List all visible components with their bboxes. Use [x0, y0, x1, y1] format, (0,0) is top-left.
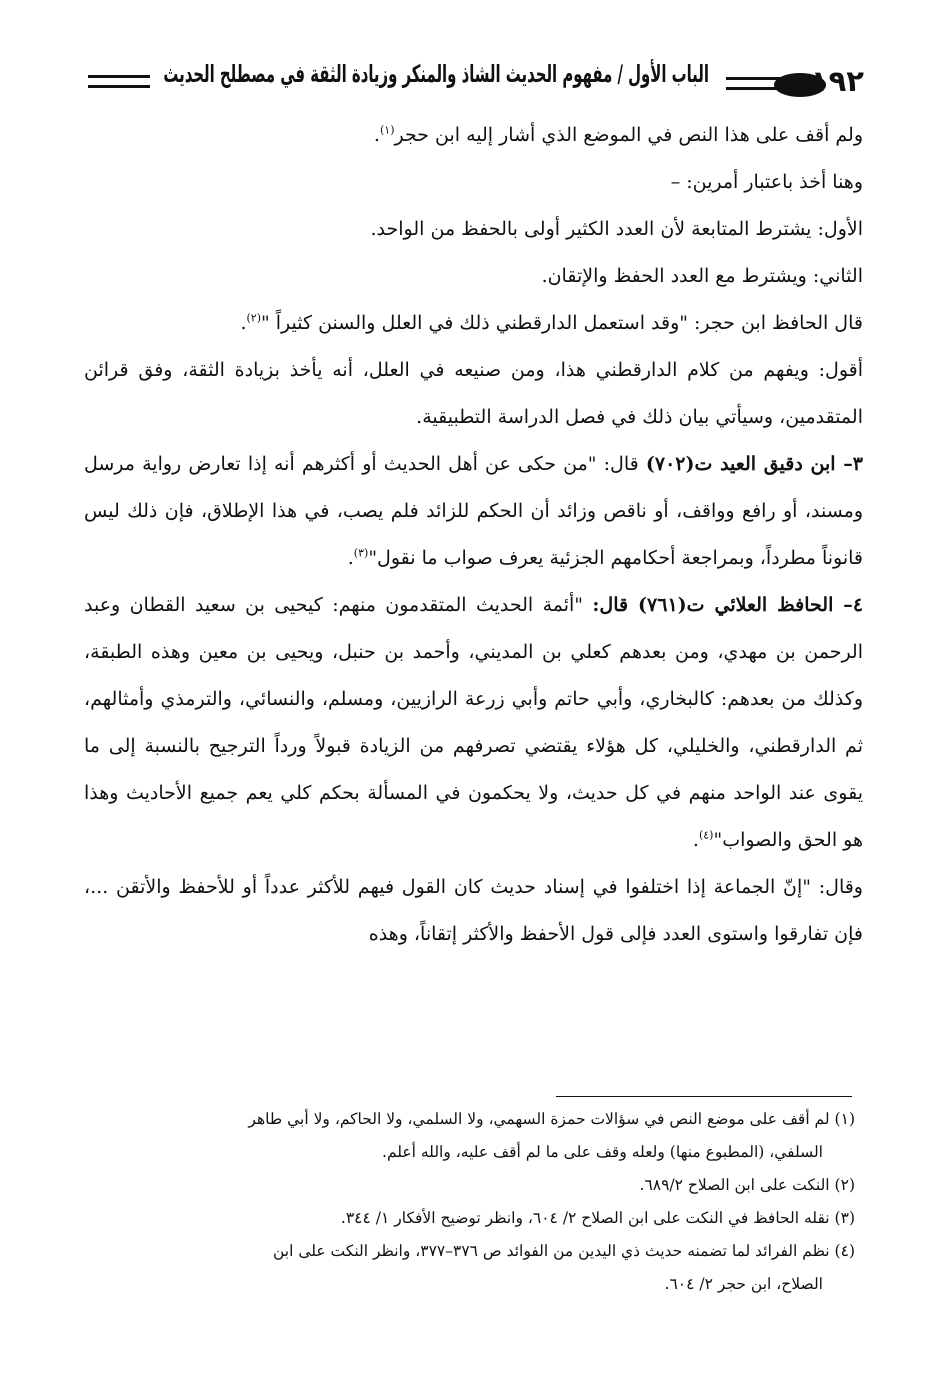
header-title: الباب الأول / مفهوم الحديث الشاذ والمنكر وزيادة الثقة في مصطلح الحديث — [163, 60, 709, 88]
footnote: (٣) نقله الحافظ في النكت على ابن الصلاح ٢/ ٦٠٤، وانظر توضيح الأفكار ١/ ٣٤٤. — [340, 1209, 855, 1227]
paragraph: ٤– الحافظ العلائي ت(٧٦١) قال: "أئمة الحديث المتقدمون منهم: كيحيى بن سعيد القطان وعبد الرحمن بن مهدي، ومن بعدهم كعلي بن المديني، وأحمد بن حنبل، ويحيى بن معين وهذه الطبقة، وكذلك من بعدهم: كالبخاري، وأبي حاتم وأبي زرعة الرازيين، ومسلم، والنسائي، والترمذي وأمثالهم، ثم الدارقطني، والخليلي، كل هؤلاء يقتضي تصرفهم من الزيادة قبولاً ورداً الترجيح بالنسبة إلى ما يقوى عند الواحد منهم في كل حديث، ولا يحكمون في المسألة بحكم كلي يعم جميع الأحاديث وهذا هو الحق والصواب"$^{(٤)}$. — [84, 594, 864, 851]
paragraph: قال الحافظ ابن حجر: "وقد استعمل الدارقطني ذلك في العلل والسنن كثيراً "$^{(٢)}$. — [240, 311, 863, 334]
running-header — [84, 58, 864, 102]
footnote-number: (٤) — [834, 1242, 855, 1260]
footnote-ref[interactable]: (١) — [379, 123, 395, 137]
section-heading: ٤– الحافظ العلائي ت(٧٦١) قال: — [592, 594, 864, 616]
footnotes — [84, 1103, 855, 1301]
paragraph: أقول: ويفهم من كلام الدارقطني هذا، ومن صنيعه في العلل، أنه يأخذ بزيادة الثقة، وفق قرائن المتقدمين، وسيأتي بيان ذلك في فصل الدراسة التطبيقية. — [84, 359, 863, 428]
footnote-number: (٣) — [834, 1209, 855, 1227]
paragraph: ٣– ابن دقيق العيد ت(٧٠٢) قال: "من حكى عن أهل الحديث أو أكثرهم أنه إذا تعارض رواية مرسل ومسند، أو رافع وواقف، أو ناقص وزائد أن الحكم للزائد فلم يصب، في هذا الإطلاق، فإن ذلك ليس قانوناً مطرداً، وبمراجعة أحكامهم الجزئية يعرف صواب ما نقول"$^{(٣)}$. — [84, 453, 863, 569]
paragraph: الأول: يشترط المتابعة لأن العدد الكثير أولى بالحفظ من الواحد. — [370, 218, 863, 240]
paragraph: وقال: "إنّ الجماعة إذا اختلفوا في إسناد حديث كان القول فيهم للأكثر عدداً أو للأحفظ والأتقن ...، فإن تفارقوا واستوى العدد فإلى قول الأحفظ والأكثر إتقاناً، وهذه — [84, 876, 863, 945]
footnote-ref[interactable]: (٣) — [353, 546, 369, 560]
footnote-ref[interactable]: (٤) — [698, 828, 714, 842]
paragraph: الثاني: ويشترط مع العدد الحفظ والإتقان. — [541, 265, 863, 287]
paragraph: وهنا أخذ باعتبار أمرين: – — [670, 171, 863, 193]
page-number: ١٩٢ — [810, 64, 864, 98]
section-heading: ٣– ابن دقيق العيد ت(٧٠٢) — [645, 453, 863, 475]
footnote-number: (٢) — [834, 1176, 855, 1194]
footnote: (٢) النكت على ابن الصلاح ٦٨٩/٢. — [639, 1176, 855, 1194]
footnote-number: (١) — [834, 1110, 855, 1128]
footnote-ref[interactable]: (٢) — [246, 311, 261, 325]
paragraph: ولم أقف على هذا النص في الموضع الذي أشار إليه ابن حجر$^{(١)}$. — [373, 123, 863, 146]
footnote-separator — [556, 1096, 852, 1097]
header-ornament-left — [88, 75, 150, 95]
footnote: (١) لم أقف على موضع النص في سؤالات حمزة السهمي، ولا السلمي، ولا الحاكم، ولا أبي طاهر السلفي، (المطبوع منها) ولعله وقف على ما لم أقف عليه، والله أعلم. — [248, 1110, 855, 1161]
footnote: (٤) نظم الفرائد لما تضمنه حديث ذي اليدين من الفوائد ص ٣٧٦–٣٧٧، وانظر النكت على ابن الصلاح، ابن حجر ٢/ ٦٠٤. — [272, 1242, 855, 1293]
main-text — [84, 112, 863, 958]
